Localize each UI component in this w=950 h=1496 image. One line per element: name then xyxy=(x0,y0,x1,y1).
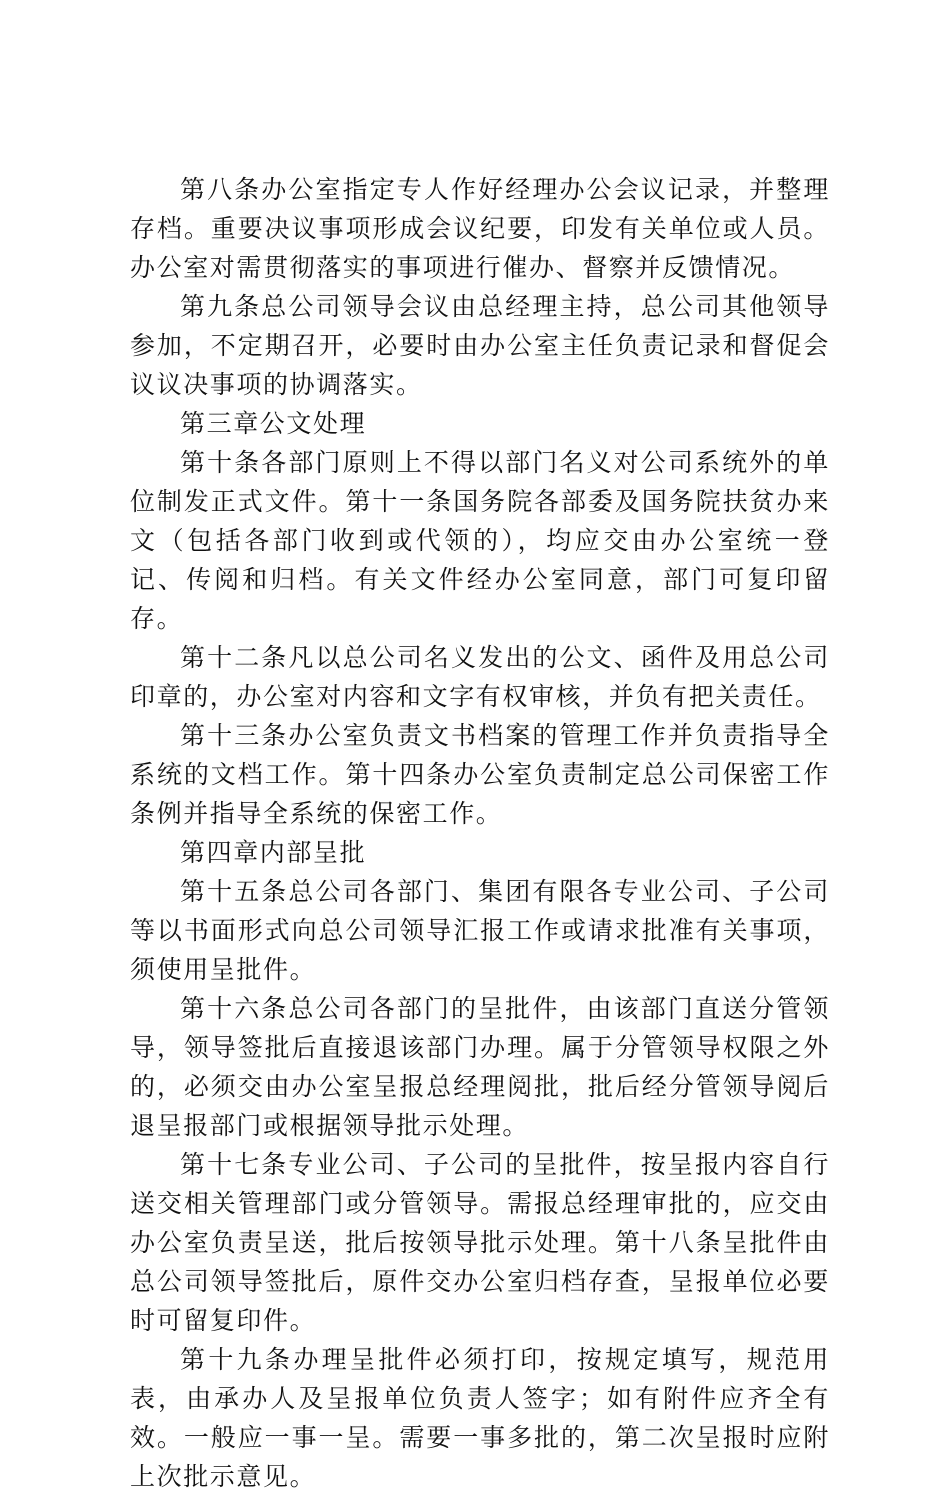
chapter-3-heading: 第三章公文处理 xyxy=(180,409,367,438)
article-12-paragraph: 第十二条凡以总公司名义发出的公文、函件及用总公司印章的，办公室对内容和文字有权审核，并负有把关责任。 xyxy=(130,643,830,711)
article-19-paragraph: 第十九条办理呈批件必须打印，按规定填写，规范用表，由承办人及呈报单位负责人签字；如有附件应齐全有效。一般应一事一呈。需要一事多批的，第二次呈报时应附上次批示意见。 xyxy=(130,1345,830,1491)
chapter-4-heading: 第四章内部呈批 xyxy=(180,838,367,867)
article-9-paragraph: 第九条总公司领导会议由总经理主持，总公司其他领导参加，不定期召开，必要时由办公室主任负责记录和督促会议议决事项的协调落实。 xyxy=(130,292,830,399)
article-17-18-paragraph: 第十七条专业公司、子公司的呈批件，按呈报内容自行送交相关管理部门或分管领导。需报总经理审批的，应交由办公室负责呈送，批后按领导批示处理。第十八条呈批件由总公司领导签批后，原件交办公室归档存查，呈报单位必要时可留复印件。 xyxy=(130,1150,830,1335)
article-8-paragraph: 第八条办公室指定专人作好经理办公会议记录，并整理存档。重要决议事项形成会议纪要，印发有关单位或人员。办公室对需贯彻落实的事项进行催办、督察并反馈情况。 xyxy=(130,175,830,282)
document-body xyxy=(130,170,830,1496)
article-15-paragraph: 第十五条总公司各部门、集团有限各专业公司、子公司等以书面形式向总公司领导汇报工作或请求批准有关事项，须使用呈批件。 xyxy=(130,877,830,984)
article-16-paragraph: 第十六条总公司各部门的呈批件，由该部门直送分管领导，领导签批后直接退该部门办理。属于分管领导权限之外的，必须交由办公室呈报总经理阅批，批后经分管领导阅后退呈报部门或根据领导批示处理。 xyxy=(130,994,830,1140)
article-10-11-paragraph: 第十条各部门原则上不得以部门名义对公司系统外的单位制发正式文件。第十一条国务院各部委及国务院扶贫办来文（包括各部门收到或代领的），均应交由办公室统一登记、传阅和归档。有关文件经办公室同意，部门可复印留存。 xyxy=(130,448,830,633)
article-13-14-paragraph: 第十三条办公室负责文书档案的管理工作并负责指导全系统的文档工作。第十四条办公室负责制定总公司保密工作条例并指导全系统的保密工作。 xyxy=(130,721,830,828)
